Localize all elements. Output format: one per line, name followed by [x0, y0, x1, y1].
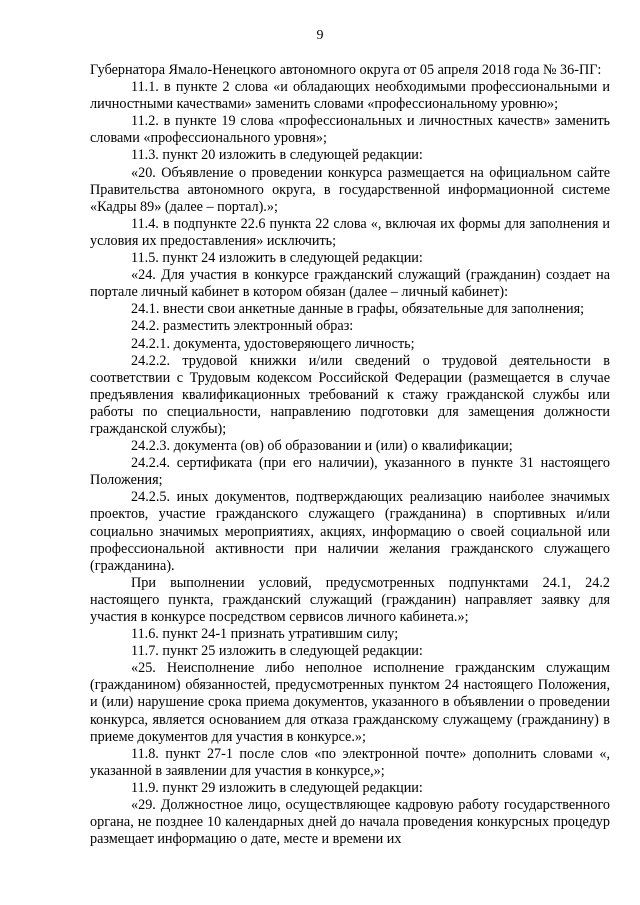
paragraph: 24.2.5. иных документов, подтверждающих реализацию наиболее значимых проектов, участие гражданского служащего (гражданина) в спортивных и/или социально значимых мероприятиях, акциях, информацию о своей социальной или профессиональной активности при наличии желания гражданского служащего (гражданина).: [90, 489, 610, 574]
document-body: [90, 62, 610, 848]
paragraph: 24.2.1. документа, удостоверяющего личность;: [131, 335, 415, 352]
paragraph: 11.5. пункт 24 изложить в следующей редакции:: [131, 250, 423, 267]
paragraph: «25. Неисполнение либо неполное исполнение гражданским служащим (гражданином) обязанностей, предусмотренных пунктом 24 настоящего Положения, и (или) нарушение срока приема документов, указанного в объявлении о проведении конкурса, является основанием для отказа гражданскому служащему (гражданину) в приеме документов для участия в конкурсе.»;: [90, 660, 610, 745]
paragraph: 24.2.4. сертификата (при его наличии), указанного в пункте 31 настоящего Положения;: [90, 455, 610, 489]
paragraph: 11.9. пункт 29 изложить в следующей редакции:: [131, 779, 423, 796]
paragraph: «29. Должностное лицо, осуществляющее кадровую работу государственного органа, не позднее 10 календарных дней до начала проведения конкурсных процедур размещает информацию о дате, месте и времени их: [90, 797, 610, 848]
paragraph: 11.8. пункт 27-1 после слов «по электронной почте» дополнить словами «, указанной в заявлении для участия в конкурсе,»;: [90, 745, 610, 779]
paragraph: Губернатора Ямало-Ненецкого автономного округа от 05 апреля 2018 года № 36-ПГ:: [90, 62, 602, 78]
paragraph: 11.6. пункт 24-1 признать утратившим силу;: [131, 626, 399, 643]
paragraph: 24.1. внести свои анкетные данные в графы, обязательные для заполнения;: [131, 301, 585, 318]
paragraph: 11.3. пункт 20 изложить в следующей редакции:: [131, 147, 423, 164]
paragraph: «20. Объявление о проведении конкурса размещается на официальном сайте Правительства автономного округа, в государственной информационной системе «Кадры 89» (далее – портал).»;: [90, 164, 610, 215]
paragraph: При выполнении условий, предусмотренных подпунктами 24.1, 24.2 настоящего пункта, гражданский служащий (гражданин) направляет заявку для участия в конкурсе посредством сервисов личного кабинета.»;: [90, 574, 610, 625]
paragraph: 24.2.2. трудовой книжки и/или сведений о трудовой деятельности в соответствии с Трудовым кодексом Российской Федерации (размещается в случае предъявления квалификационных требований к стажу гражданской службы или работы по специальности, направлению подготовки для замещения должности гражданской службы);: [90, 352, 610, 437]
page-number: 9: [316, 28, 324, 43]
paragraph: «24. Для участия в конкурсе гражданский служащий (гражданин) создает на портале личный кабинет в котором обязан (далее – личный кабинет):: [90, 267, 610, 301]
paragraph: 24.2.3. документа (ов) об образовании и (или) о квалификации;: [131, 438, 513, 455]
paragraph: 11.1. в пункте 2 слова «и обладающих необходимыми профессиональными и личностными качествами» заменить словами «профессиональному уровню»;: [90, 79, 610, 113]
paragraph: 11.4. в подпункте 22.6 пункта 22 слова «, включая их формы для заполнения и условия их предоставления» исключить;: [90, 215, 610, 249]
paragraph: 11.2. в пункте 19 слова «профессиональных и личностных качеств» заменить словами «профессионального уровня»;: [90, 113, 610, 147]
paragraph: 11.7. пункт 25 изложить в следующей редакции:: [131, 643, 423, 660]
paragraph: 24.2. разместить электронный образ:: [131, 318, 354, 335]
